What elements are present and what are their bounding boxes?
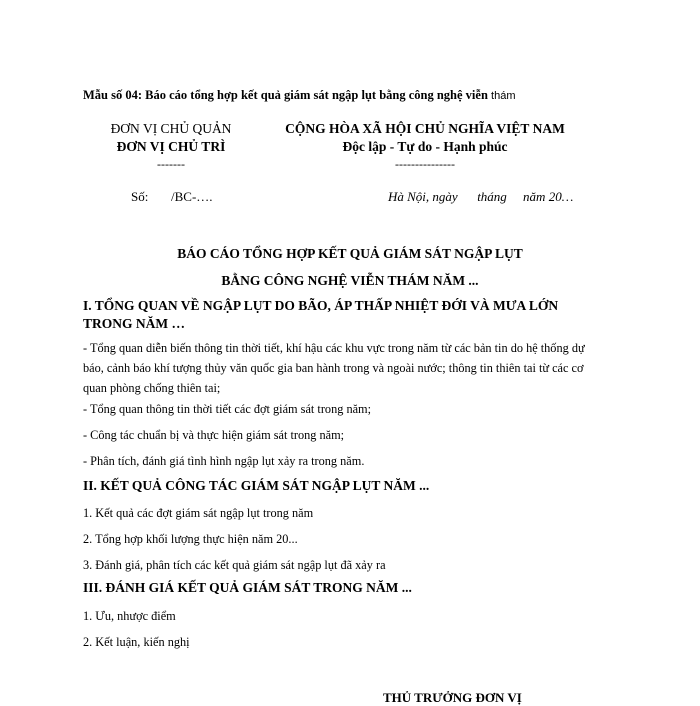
- section2-heading: II. KẾT QUẢ CÔNG TÁC GIÁM SÁT NGẬP LỤT NĂM ...: [83, 478, 430, 493]
- report-title-line1: BÁO CÁO TỔNG HỢP KẾT QUẢ GIÁM SÁT NGẬP LỤT: [177, 246, 523, 261]
- section3-heading: III. ĐÁNH GIÁ KẾT QUẢ GIÁM SÁT TRONG NĂM ...: [83, 580, 412, 595]
- section1-item: - Tổng quan diễn biến thông tin thời tiết, khí hậu các khu vực trong năm từ các bản tin do hệ thống dự báo, cảnh báo khí tượng thủy văn quốc gia ban hành trong và ngoài nước; thông tin thiên tai từ các cơ quan phòng chống thiên tai;: [83, 341, 585, 395]
- number-label: Số:: [131, 189, 149, 204]
- org-separator: -------: [157, 157, 185, 171]
- org-line2: ĐƠN VỊ CHỦ TRÌ: [116, 139, 226, 154]
- form-title-bold: Mẫu số 04: Báo cáo tổng hợp kết quả giám sát ngập lụt bằng công nghệ viễn: [83, 88, 488, 102]
- section3-item: 2. Kết luận, kiến nghị: [83, 635, 190, 649]
- nation-line2: Độc lập - Tự do - Hạnh phúc: [342, 139, 508, 154]
- report-title-line2: BẰNG CÔNG NGHỆ VIỄN THÁM NĂM ...: [221, 273, 479, 288]
- nation-line1: CỘNG HÒA XÃ HỘI CHỦ NGHĨA VIỆT NAM: [285, 121, 565, 136]
- section1-heading-line2: TRONG NĂM …: [83, 316, 185, 331]
- section1-item: - Phân tích, đánh giá tình hình ngập lụt xảy ra trong năm.: [83, 454, 365, 468]
- place-date: Hà Nội, ngày tháng năm 20…: [388, 189, 574, 204]
- form-title-tail: thám: [491, 90, 516, 102]
- section1-heading-line1: I. TỔNG QUAN VỀ NGẬP LỤT DO BÃO, ÁP THẤP NHIỆT ĐỚI VÀ MƯA LỚN: [83, 298, 559, 313]
- form-title: [83, 88, 516, 103]
- signature-title: THỦ TRƯỞNG ĐƠN VỊ: [383, 690, 522, 705]
- section2-item: 1. Kết quả các đợt giám sát ngập lụt trong năm: [83, 506, 314, 520]
- section2-item: 2. Tổng hợp khối lượng thực hiện năm 20...: [83, 532, 298, 546]
- nation-separator: ---------------: [395, 157, 455, 171]
- org-line1: ĐƠN VỊ CHỦ QUẢN: [110, 121, 232, 136]
- section1-item: - Tổng quan thông tin thời tiết các đợt giám sát trong năm;: [83, 402, 372, 416]
- number-value: /BC-….: [171, 189, 213, 204]
- section1-item: - Công tác chuẩn bị và thực hiện giám sát trong năm;: [83, 428, 345, 442]
- section3-item: 1. Ưu, nhược điểm: [83, 609, 176, 623]
- section2-item: 3. Đánh giá, phân tích các kết quả giám sát ngập lụt đã xảy ra: [83, 558, 386, 572]
